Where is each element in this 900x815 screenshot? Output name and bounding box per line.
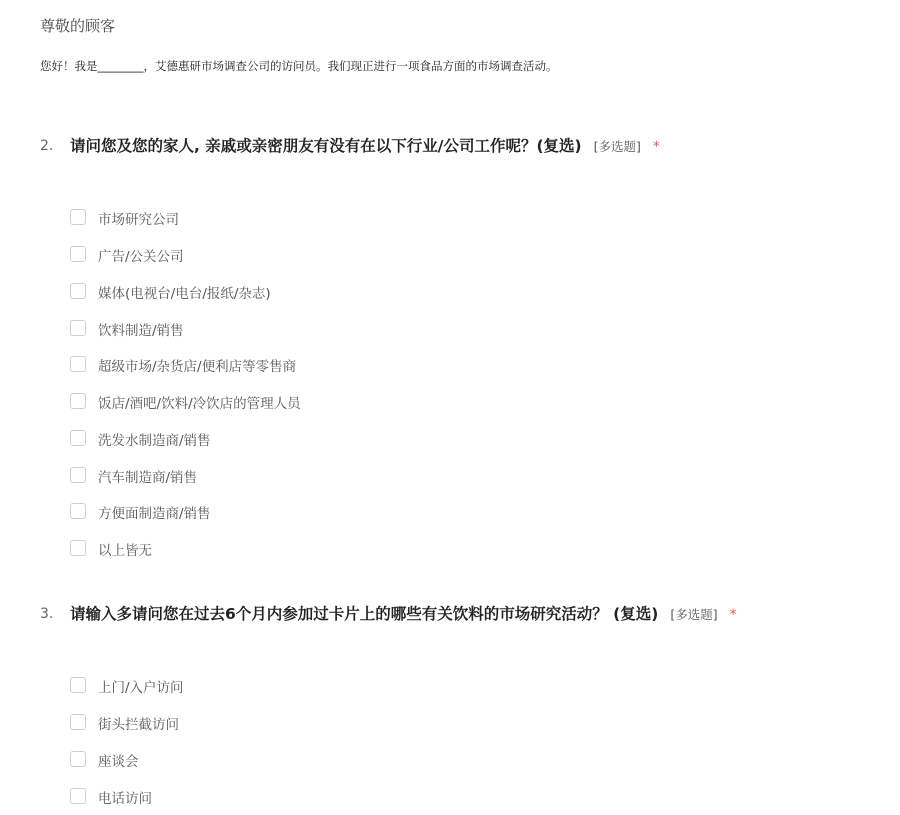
option-label: 饮料制造/销售: [98, 322, 184, 339]
checkbox[interactable]: [70, 714, 86, 730]
option-instant-noodle-manufacturer[interactable]: [70, 494, 301, 531]
option-market-research-company[interactable]: [70, 200, 301, 237]
option-label: 方便面制造商/销售: [98, 506, 211, 523]
question-title: [70, 133, 660, 160]
checkbox[interactable]: [70, 356, 86, 372]
question-title-text: 请问您及您的家人, 亲戚或亲密朋友有没有在以下行业/公司工作呢？(复选): [70, 137, 582, 155]
question-2: [40, 133, 880, 560]
checkbox[interactable]: [70, 393, 86, 409]
question-type-label: [多选题]: [670, 607, 718, 622]
option-restaurant-managers[interactable]: [70, 384, 301, 421]
required-mark: *: [652, 139, 660, 155]
option-label: 上门/入户访问: [98, 680, 184, 697]
option-none-of-above[interactable]: [70, 531, 301, 568]
question-2-header: [40, 133, 880, 159]
checkbox[interactable]: [70, 320, 86, 336]
question-3: [40, 601, 880, 807]
option-focus-group[interactable]: [70, 742, 184, 779]
option-car-manufacturer[interactable]: [70, 457, 301, 494]
option-label: 电话访问: [98, 790, 152, 807]
option-label: 街头拦截访问: [98, 717, 179, 734]
survey-intro-text: 您好！我是________，艾德惠研市场调查公司的访问员。我们现正进行一项食品方面的市场调查活动。: [40, 59, 558, 73]
option-street-intercept-interview[interactable]: [70, 705, 184, 742]
option-beverage-manufacturing[interactable]: [70, 310, 301, 347]
option-advertising-pr-company[interactable]: [70, 237, 301, 274]
option-label: 以上皆无: [98, 543, 152, 560]
checkbox[interactable]: [70, 209, 86, 225]
checkbox[interactable]: [70, 540, 86, 556]
question-number: 3.: [40, 606, 54, 622]
survey-greeting-title: 尊敬的顾客: [40, 17, 116, 35]
option-shampoo-manufacturer[interactable]: [70, 421, 301, 458]
question-title: [70, 601, 737, 628]
checkbox[interactable]: [70, 467, 86, 483]
question-number: 2.: [40, 138, 54, 154]
checkbox[interactable]: [70, 788, 86, 804]
required-mark: *: [729, 607, 737, 623]
question-2-options: [70, 200, 301, 568]
question-3-header: [40, 601, 880, 627]
checkbox[interactable]: [70, 430, 86, 446]
question-title-text: 请输入多请问您在过去6个月内参加过卡片上的哪些有关饮料的市场研究活动？ (复选): [70, 605, 659, 623]
option-media[interactable]: [70, 274, 301, 311]
option-label: 超级市场/杂货店/便利店等零售商: [98, 359, 297, 376]
checkbox[interactable]: [70, 751, 86, 767]
checkbox[interactable]: [70, 246, 86, 262]
option-label: 广告/公关公司: [98, 249, 184, 266]
option-label: 市场研究公司: [98, 212, 179, 229]
option-door-to-door-interview[interactable]: [70, 668, 184, 705]
question-type-label: [多选题]: [593, 139, 641, 154]
option-label: 座谈会: [98, 753, 139, 770]
option-label: 饭店/酒吧/饮料/冷饮店的管理人员: [98, 396, 301, 413]
question-3-options: [70, 668, 184, 815]
option-label: 汽车制造商/销售: [98, 469, 198, 486]
option-label: 媒体(电视台/电台/报纸/杂志): [98, 285, 271, 302]
checkbox[interactable]: [70, 503, 86, 519]
checkbox[interactable]: [70, 677, 86, 693]
option-phone-interview[interactable]: [70, 778, 184, 815]
option-label: 洗发水制造商/销售: [98, 432, 211, 449]
checkbox[interactable]: [70, 283, 86, 299]
option-retailers[interactable]: [70, 347, 301, 384]
